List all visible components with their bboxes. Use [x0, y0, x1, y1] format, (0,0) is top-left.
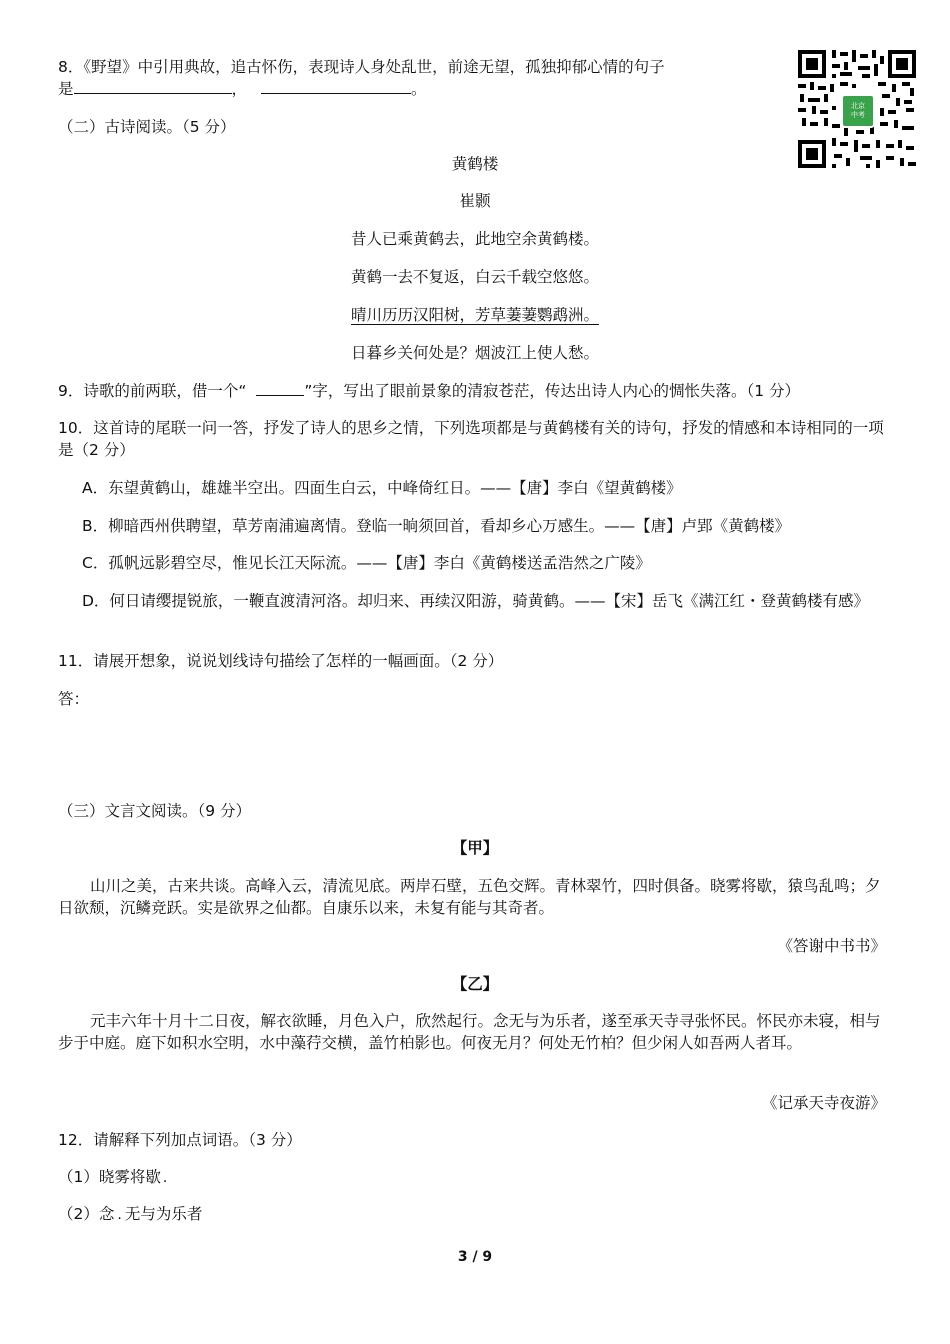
page-number: 3 / 9: [457, 1249, 493, 1265]
q8-line1: 8．《野望》中引用典故，追古怀伤，表现诗人身处乱世，前途无望，孤独抑郁心情的句子: [58, 58, 665, 76]
q10-option-d: D．何日请缨提锐旅，一鞭直渡清河洛。却归来、再续汉阳游，骑黄鹤。——【宋】岳飞《满江红・登黄鹤楼有感》: [82, 592, 869, 610]
poem-line-3-underlined: [0, 304, 950, 326]
poem-title: 黄鹤楼: [451, 155, 499, 173]
qr-code: [796, 48, 918, 170]
q12-item2-dotted-word: 念: [98, 1205, 115, 1223]
q12-item2-suffix: 无与为乐者: [124, 1205, 203, 1223]
qr-logo: [841, 94, 875, 128]
yi-label: 【乙】: [451, 975, 499, 993]
qr-logo-line2: 中考: [851, 111, 865, 119]
underlined-verse: 晴川历历汉阳树，芳草萋萋鹦鹉洲。: [350, 306, 599, 324]
q12-item-1: （1）晓雾将歇 .: [58, 1168, 168, 1186]
q8-line2: [58, 78, 427, 100]
q10-option-c: C．孤帆远影碧空尽，惟见长江天际流。——【唐】李白《黄鹤楼送孟浩然之广陵》: [82, 554, 651, 572]
q11-answer-label: 答：: [58, 690, 90, 708]
q8-sep: ，: [231, 80, 248, 98]
q8-prefix: 是: [58, 80, 74, 98]
q9-suffix: ”字，写出了眼前景象的清寂苍茫，传达出诗人内心的惆怅失落。（1 分）: [304, 382, 800, 400]
q12-item-2: （2）念 . 无与为乐者: [58, 1205, 203, 1223]
q10-option-b: B．柳暗西州供聘望，草芳南浦遍离情。登临一晌须回首，看却乡心万感生。——【唐】卢郢《黄鹤楼》: [82, 517, 791, 535]
poem-line-1: 昔人已乘黄鹤去，此地空余黄鹤楼。: [350, 230, 599, 248]
poem-line-2: 黄鹤一去不复返，白云千载空悠悠。: [350, 268, 599, 286]
section3-heading: （三）文言文阅读。（9 分）: [58, 802, 252, 820]
poem-author: 崔颢: [459, 192, 491, 210]
q8-end: 。: [411, 80, 427, 98]
yi-text: 元丰六年十月十二日夜，解衣欲睡，月色入户，欣然起行。念无与为乐者，遂至承天寺寻张怀民。怀民亦未寝，相与步于中庭。庭下如积水空明，水中藻荇交横，盖竹柏影也。何夜无月？何处无竹柏？但少闲人如吾两人者耳。: [58, 1012, 881, 1052]
jia-source: 《答谢中书书》: [777, 937, 886, 955]
q9-prefix: 9．诗歌的前两联，借一个“: [58, 382, 247, 400]
q9-blank[interactable]: [256, 381, 304, 396]
q12-item1-prefix: （1）晓雾将: [58, 1168, 146, 1186]
q10-option-a: A．东望黄鹤山，雄雄半空出。四面生白云，中峰倚红日。——【唐】李白《望黄鹤楼》: [82, 479, 682, 497]
poem-line-4: 日暮乡关何处是？烟波江上使人愁。: [350, 344, 599, 362]
qr-logo-line1: 北京: [851, 102, 865, 110]
q11-stem: 11．请展开想象，说说划线诗句描绘了怎样的一幅画面。（2 分）: [58, 652, 504, 670]
q12-item2-prefix: （2）: [58, 1205, 99, 1223]
q10-stem: 10．这首诗的尾联一问一答，抒发了诗人的思乡之情，下列选项都是与黄鹤楼有关的诗句，抒发的情感和本诗相同的一项是（2 分）: [58, 419, 884, 459]
q12-item1-dotted-word: 歇: [145, 1168, 161, 1186]
jia-text: 山川之美，古来共谈。高峰入云，清流见底。两岸石壁，五色交辉。青林翠竹，四时俱备。晓雾将歇，猿鸟乱鸣；夕日欲颓，沉鳞竞跃。实是欲界之仙都。自康乐以来，未复有能与其奇者。: [58, 877, 881, 917]
yi-source: 《记承天寺夜游》: [761, 1094, 886, 1112]
section2-heading: （二）古诗阅读。（5 分）: [58, 118, 236, 136]
q9: [58, 380, 800, 402]
q8-blank-1[interactable]: [74, 79, 232, 94]
q12-stem: 12．请解释下列加点词语。（3 分）: [58, 1131, 302, 1149]
q8-blank-2[interactable]: [261, 79, 411, 94]
jia-label: 【甲】: [451, 839, 499, 857]
